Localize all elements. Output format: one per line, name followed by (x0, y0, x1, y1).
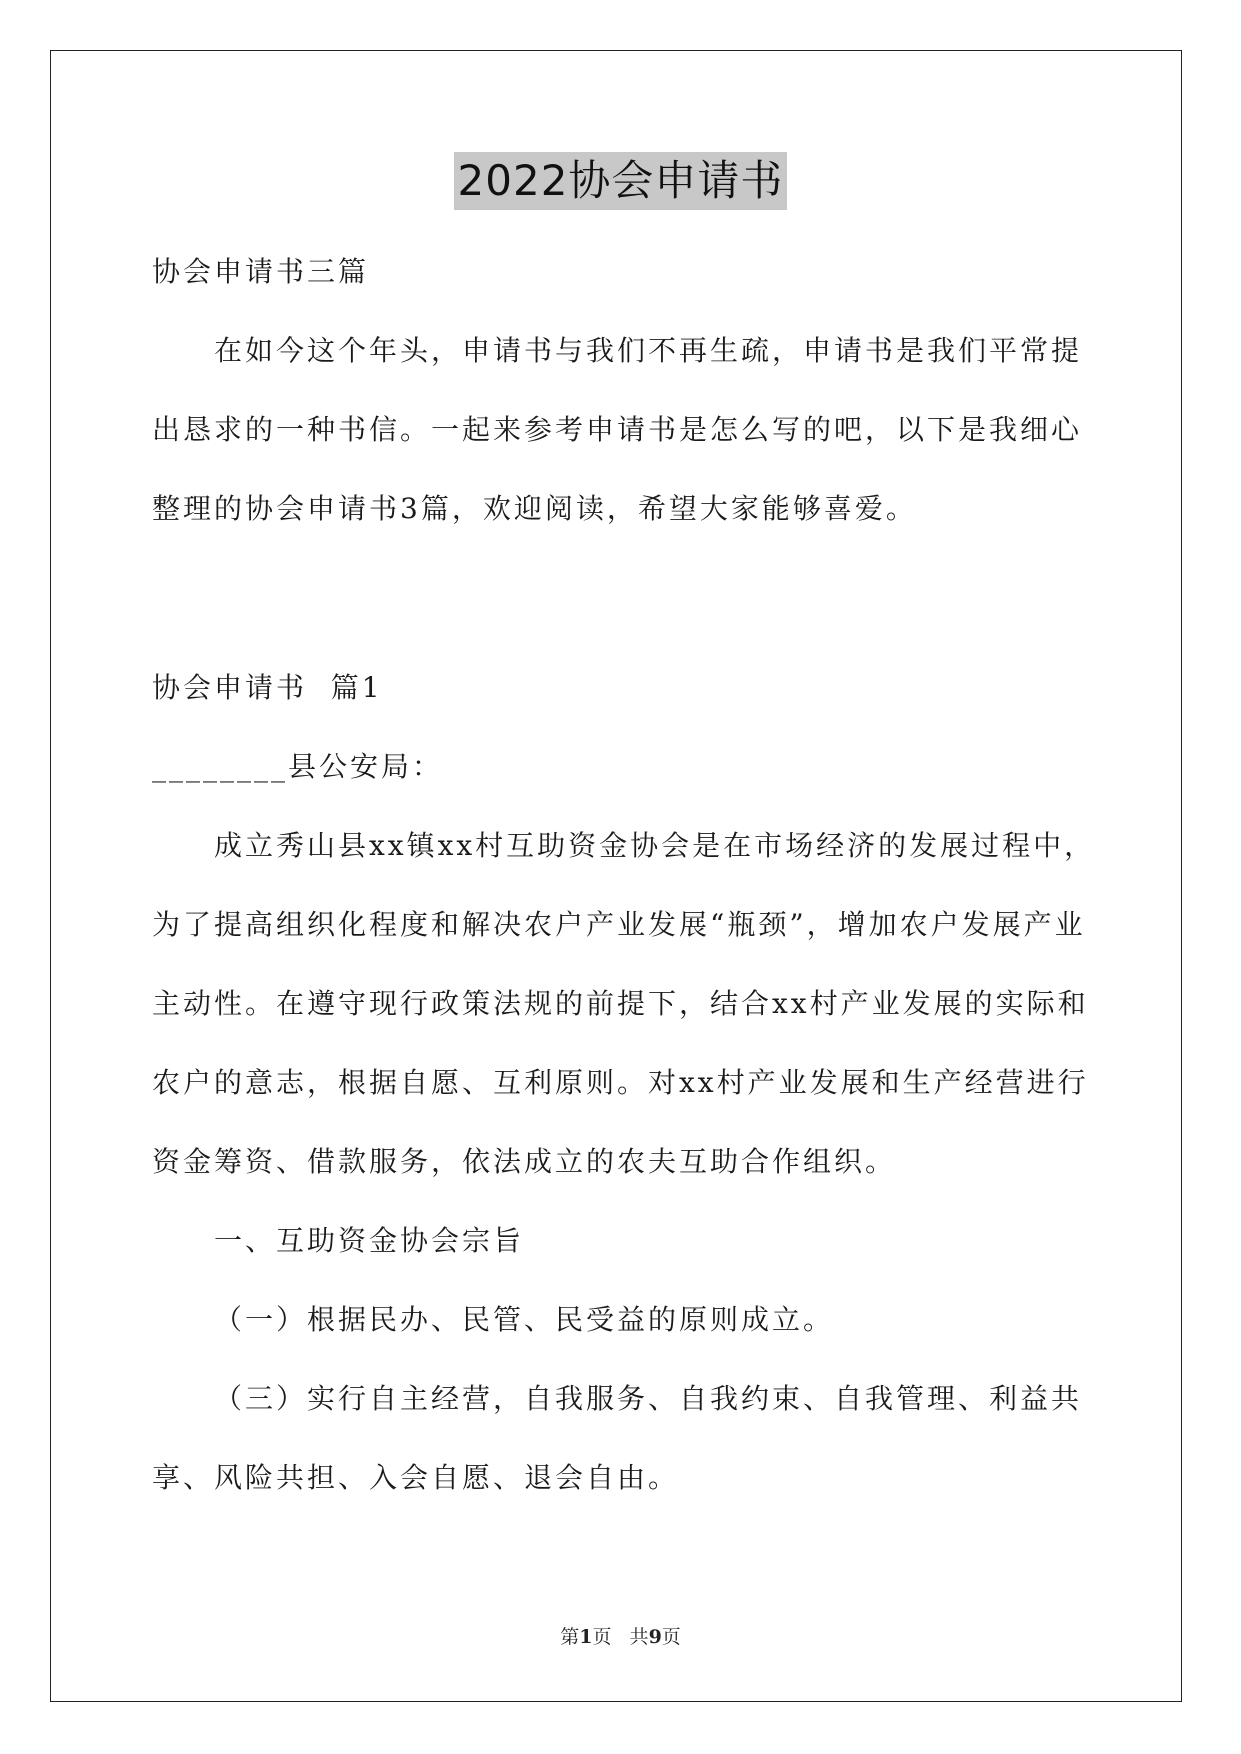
document-title: 2022协会申请书 (454, 152, 788, 210)
section-heading: 协会申请书三篇 (152, 255, 370, 288)
intro-line-3: 整理的协会申请书3篇，欢迎阅读，希望大家能够喜爱。 (152, 492, 917, 525)
item-three-line-2: 享、风险共担、入会自愿、退会自由。 (152, 1461, 680, 1494)
section-title: 协会申请书 篇1 (152, 671, 383, 704)
body-line-5: 资金筹资、借款服务，依法成立的农夫互助合作组织。 (152, 1145, 897, 1178)
item-heading: 一、互助资金协会宗旨 (214, 1224, 525, 1257)
intro-line-2: 出恳求的一种书信。一起来参考申请书是怎么写的吧，以下是我细心 (152, 413, 1083, 446)
item-three-line-1: （三）实行自主经营，自我服务、自我约束、自我管理、利益共 (214, 1382, 1083, 1415)
item-one: （一）根据民办、民管、民受益的原则成立。 (214, 1303, 835, 1336)
title-container (0, 152, 1241, 210)
body-line-1: 成立秀山县xx镇xx村互助资金协会是在市场经济的发展过程中， (214, 829, 1096, 862)
addressee: ________县公安局： (152, 750, 444, 783)
footer-page-number: 1 (579, 1626, 593, 1648)
page-footer (0, 1622, 1241, 1649)
footer-suffix: 页 (661, 1626, 681, 1648)
document-body (152, 232, 1096, 1517)
body-line-3: 主动性。在遵守现行政策法规的前提下，结合xx村产业发展的实际和 (152, 987, 1089, 1020)
body-line-2: 为了提高组织化程度和解决农户产业发展“瓶颈”，增加农户发展产业 (152, 908, 1086, 941)
footer-middle: 页 共 (592, 1626, 649, 1648)
footer-prefix: 第 (560, 1626, 580, 1648)
paragraph-gap (152, 548, 1092, 648)
intro-line-1: 在如今这个年头，申请书与我们不再生疏，申请书是我们平常提 (214, 334, 1083, 367)
body-line-4: 农户的意志，根据自愿、互利原则。对xx村产业发展和生产经营进行 (152, 1066, 1089, 1099)
footer-total-pages: 9 (648, 1626, 662, 1648)
